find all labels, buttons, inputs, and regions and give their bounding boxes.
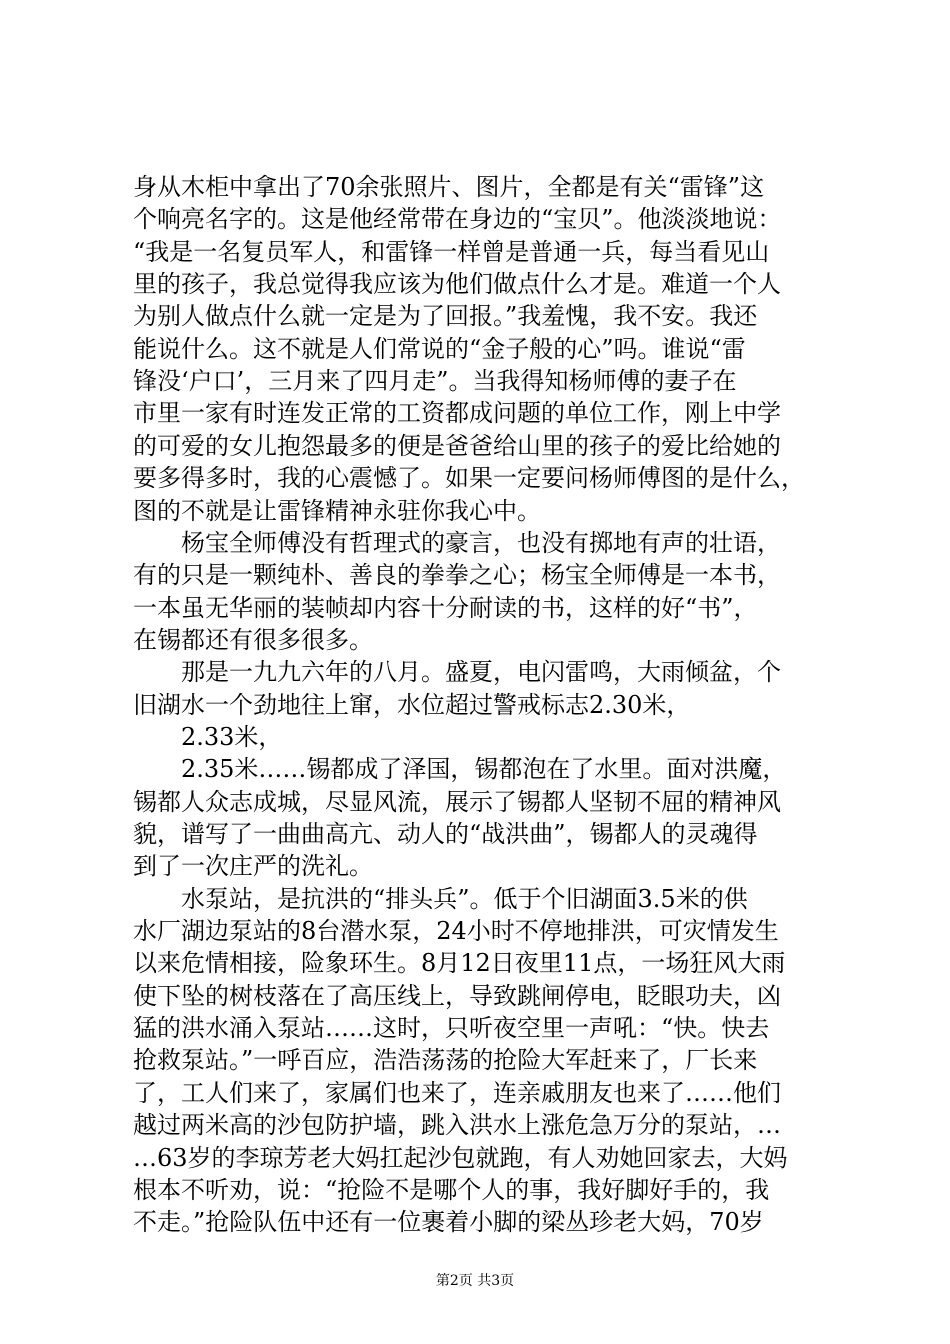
text-line: 个响亮名字的。这是他经常带在身边的“宝贝”。他淡淡地说：	[133, 205, 782, 234]
text-line: 有的只是一颗纯朴、善良的拳拳之心；杨宝全师傅是一本书，	[133, 561, 781, 590]
text-line: 到了一次庄严的洗礼。	[133, 852, 373, 881]
text-line: 水泵站，是抗洪的“排头兵”。低于个旧湖面3.5米的供	[133, 884, 748, 913]
text-line: 图的不就是让雷锋精神永驻你我心中。	[133, 496, 541, 525]
text-line: 为别人做点什么就一定是为了回报。”我羞愧，我不安。我还	[133, 302, 758, 331]
text-line: 水厂湖边泵站的8台潜水泵，24小时不停地排洪，可灾情发生	[133, 917, 779, 946]
text-line: 的可爱的女儿抱怨最多的便是爸爸给山里的孩子的爱比给她的	[133, 431, 781, 460]
text-line: 猛的洪水涌入泵站……这时，只听夜空里一声吼：“快。快去	[133, 1014, 770, 1043]
text-line: 了，工人们来了，家属们也来了，连亲戚朋友也来了……他们	[133, 1078, 781, 1107]
text-line: 2.33米，	[133, 722, 283, 751]
text-line: 锡都人众志成城，尽显风流，展示了锡都人坚韧不屈的精神风	[133, 787, 781, 816]
text-line: 一本虽无华丽的装帧却内容十分耐读的书，这样的好“书”，	[133, 593, 758, 622]
text-line: 在锡都还有很多很多。	[133, 625, 373, 654]
text-line: 里的孩子，我总觉得我应该为他们做点什么才是。难道一个人	[133, 270, 781, 299]
text-line: 使下坠的树枝落在了高压线上，导致跳闸停电，眨眼功夫，凶	[133, 981, 781, 1010]
text-line: 市里一家有时连发正常的工资都成问题的单位工作，刚上中学	[133, 399, 781, 428]
text-line: 越过两米高的沙包防护墙，跳入洪水上涨危急万分的泵站，…	[133, 1111, 781, 1140]
text-line: 貌，谱写了一曲曲高亢、动人的“战洪曲”，锡都人的灵魂得	[133, 820, 758, 848]
text-line: 锋没‘户口’，三月来了四月走”。当我得知杨师傅的妻子在	[133, 367, 737, 396]
text-line: 根本不听劝，说：“抢险不是哪个人的事，我好脚好手的，我	[133, 1175, 770, 1204]
text-line: 要多得多时，我的心震憾了。如果一定要问杨师傅图的是什么，	[133, 464, 805, 493]
text-line: 那是一九九六年的八月。盛夏，电闪雷鸣，大雨倾盆，个	[133, 658, 781, 687]
text-line: 杨宝全师傅没有哲理式的豪言，也没有掷地有声的壮语，	[133, 528, 781, 557]
page-footer: 第2页 共3页	[435, 1273, 515, 1289]
text-line: 旧湖水一个劲地往上窜，水位超过警戒标志2.30米，	[133, 690, 691, 719]
text-line: 2.35米……锡都成了泽国，锡都泡在了水里。面对洪魔，	[133, 755, 787, 784]
text-line: 身从木柜中拿出了70余张照片、图片，全都是有关“雷锋”这	[133, 173, 765, 201]
text-line: 抢救泵站。”一呼百应，浩浩荡荡的抢险大军赶来了，厂长来	[133, 1046, 758, 1075]
text-line: “我是一名复员军人，和雷锋一样曾是普通一兵，每当看见山	[133, 237, 770, 266]
text-line: 不走。”抢险队伍中还有一位裹着小脚的梁丛珍老大妈，70岁	[133, 1208, 764, 1237]
text-line: …63岁的李琼芳老大妈扛起沙包就跑，有人劝她回家去，大妈	[133, 1143, 788, 1172]
text-line: 能说什么。这不就是人们常说的“金子般的心”吗。谁说“雷	[133, 334, 746, 363]
text-line: 以来危情相接，险象环生。8月12日夜里11点，一场狂风大雨	[133, 949, 786, 978]
